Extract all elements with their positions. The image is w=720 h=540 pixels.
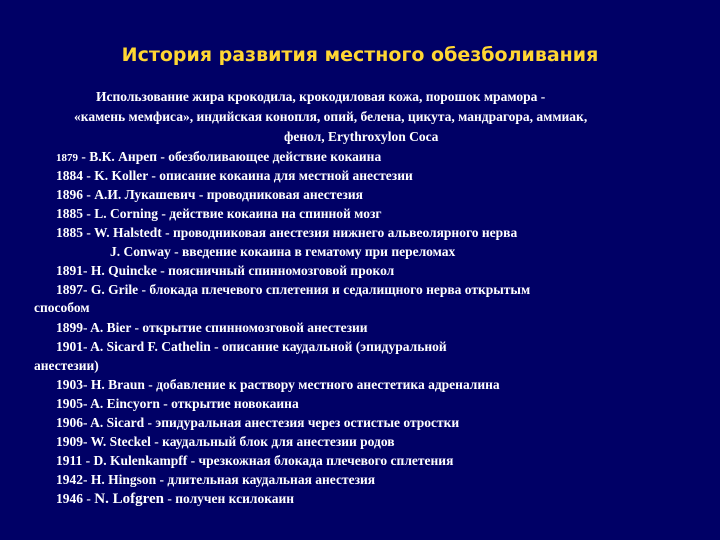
event-1879-text: - В.К. Анреп - обезболивающее действие кокаина <box>78 149 382 164</box>
event-1946-year: 1946 - <box>56 491 95 506</box>
event-1899: 1899- A. Bier - открытие спинномозговой анестезии <box>56 320 368 335</box>
event-1884: 1884 - K. Koller - описание кокаина для местной анестезии <box>56 168 413 183</box>
event-1911: 1911 - D. Kulenkampff - чрезкожная блокада плечевого сплетения <box>56 453 454 468</box>
event-1901-continuation: анестезии) <box>34 358 99 373</box>
event-1906: 1906- A. Sicard - эпидуральная анестезия через остистые отростки <box>56 415 460 430</box>
event-1879-year: 1879 <box>56 152 78 164</box>
event-1901: 1901- A. Sicard F. Cathelin - описание каудальной (эпидуральной <box>56 339 447 354</box>
event-1879 <box>56 149 381 165</box>
event-1905: 1905- A. Eincyorn - открытие новокаина <box>56 396 299 411</box>
intro-line-2: «камень мемфиса», индийская конопля, опий, белена, цикута, мандрагора, аммиак, <box>74 109 588 124</box>
event-1897: 1897- G. Grile - блокада плечевого сплетения и седалищного нерва открытым <box>56 282 531 297</box>
event-1903: 1903- H. Braun - добавление к раствору местного анестетика адреналина <box>56 377 500 392</box>
event-1885-corning: 1885 - L. Corning - действие кокаина на спинной мозг <box>56 206 382 221</box>
event-1885-halstedt: 1885 - W. Halstedt - проводниковая анестезия нижнего альвеолярного нерва <box>56 225 518 240</box>
event-1896: 1896 - А.И. Лукашевич - проводниковая анестезия <box>56 187 363 202</box>
event-1897-continuation: способом <box>34 300 90 315</box>
event-1891: 1891- H. Quincke - поясничный спинномозговой прокол <box>56 263 395 278</box>
event-1942: 1942- H. Hingson - длительная каудальная анестезия <box>56 472 376 487</box>
event-1909: 1909- W. Steckel - каудальный блок для анестезии родов <box>56 434 395 449</box>
intro-line-3: фенол, Erythroxylon Coca <box>284 129 439 144</box>
slide-title: История развития местного обезболивания <box>121 44 599 66</box>
event-1946 <box>56 491 294 508</box>
event-1885-conway: J. Conway - введение кокаина в гематому при переломах <box>110 244 456 259</box>
intro-line-1: Использование жира крокодила, крокодиловая кожа, порошок мрамора - <box>96 89 546 104</box>
event-1946-text: - получен ксилокаин <box>163 491 295 506</box>
event-1946-name: N. Lofgren <box>94 491 164 507</box>
